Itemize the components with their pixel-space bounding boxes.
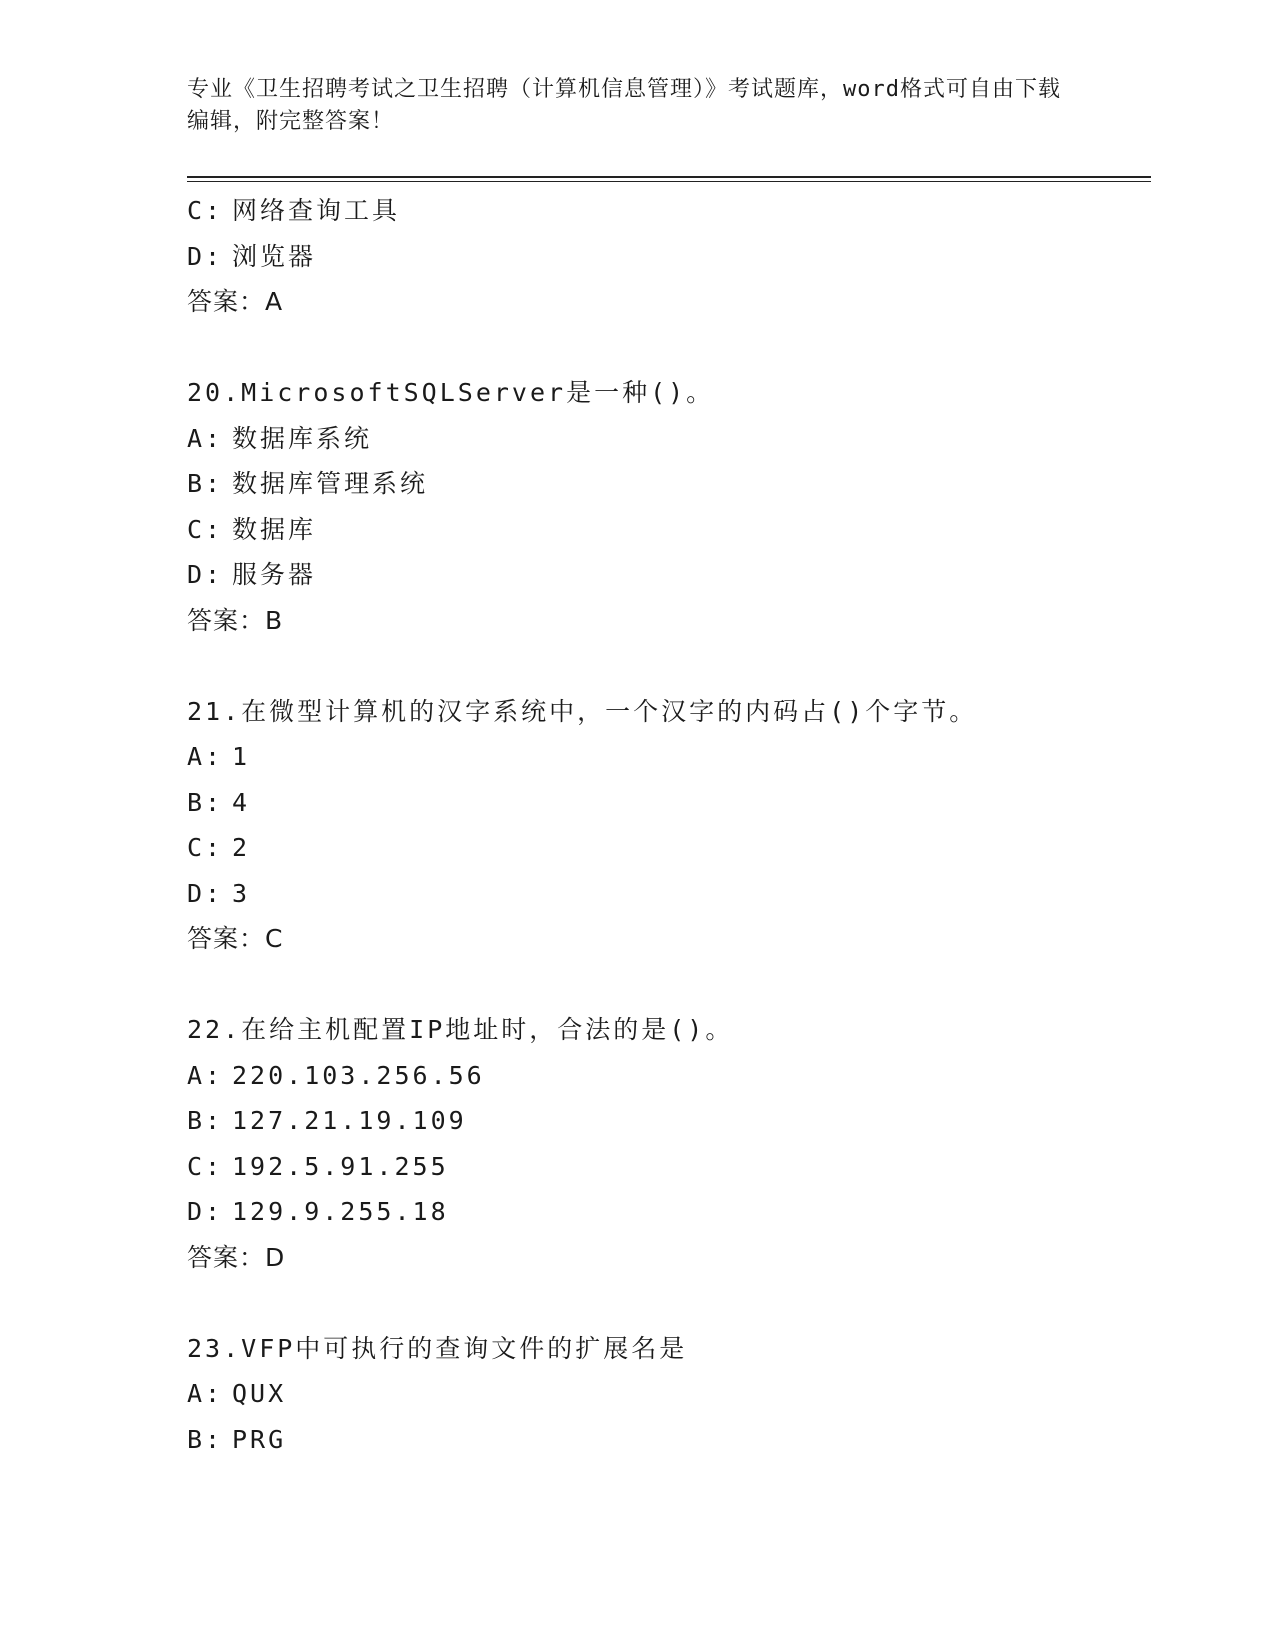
option-a xyxy=(187,416,1151,462)
question-list xyxy=(187,188,1151,1462)
option-d xyxy=(187,871,1151,917)
option-label: A: xyxy=(187,1379,224,1408)
spacer xyxy=(187,1280,1151,1326)
option-label: D: xyxy=(187,1197,224,1226)
question-stem: 22.在给主机配置IP地址时，合法的是()。 xyxy=(187,1015,734,1044)
header-divider-thick xyxy=(187,176,1151,178)
option-c xyxy=(187,188,1151,234)
option-b xyxy=(187,461,1151,507)
spacer xyxy=(187,643,1151,689)
option-text: 数据库系统 xyxy=(232,423,373,453)
option-label: C: xyxy=(187,196,224,225)
spacer xyxy=(187,962,1151,1008)
question-22 xyxy=(187,1007,1151,1280)
option-label: A: xyxy=(187,423,224,453)
option-label: C: xyxy=(187,833,224,862)
option-a xyxy=(187,1371,1151,1417)
option-b xyxy=(187,780,1151,826)
option-c xyxy=(187,825,1151,871)
option-text: 3 xyxy=(232,878,251,908)
option-label: B: xyxy=(187,787,224,817)
option-text: 服务器 xyxy=(232,560,317,589)
option-a xyxy=(187,1053,1151,1099)
option-text: 数据库 xyxy=(232,514,317,544)
option-label: B: xyxy=(187,1424,224,1454)
option-d xyxy=(187,234,1151,280)
option-b xyxy=(187,1417,1151,1463)
question-23 xyxy=(187,1326,1151,1463)
option-label: A: xyxy=(187,742,224,771)
option-text: 浏览器 xyxy=(232,241,317,271)
option-label: B: xyxy=(187,1106,224,1135)
option-label: D: xyxy=(187,878,224,908)
option-text: 127.21.19.109 xyxy=(232,1106,467,1135)
option-d xyxy=(187,1189,1151,1235)
document-header: 专业《卫生招聘考试之卫生招聘（计算机信息管理）》考试题库，word格式可自由下载编辑，附完整答案！ xyxy=(187,77,1061,134)
option-b xyxy=(187,1098,1151,1144)
option-text: 1 xyxy=(232,742,251,771)
option-text: 192.5.91.255 xyxy=(232,1151,449,1181)
option-text: 129.9.255.18 xyxy=(232,1197,449,1226)
answer-line: 答案：D xyxy=(187,1242,286,1272)
question-20 xyxy=(187,370,1151,643)
option-label: A: xyxy=(187,1060,224,1090)
question-21 xyxy=(187,689,1151,962)
option-text: 220.103.256.56 xyxy=(232,1060,485,1090)
option-text: 网络查询工具 xyxy=(232,196,401,225)
option-text: 数据库管理系统 xyxy=(232,469,429,498)
question-stem: 23.VFP中可执行的查询文件的扩展名是 xyxy=(187,1333,688,1363)
option-label: C: xyxy=(187,1151,224,1181)
question-stem: 20.MicrosoftSQLServer是一种()。 xyxy=(187,378,715,407)
option-label: B: xyxy=(187,469,224,498)
question-19-continued xyxy=(187,188,1151,325)
answer-line: 答案：A xyxy=(187,287,284,316)
answer-line: 答案：C xyxy=(187,924,284,953)
option-d xyxy=(187,552,1151,598)
spacer xyxy=(187,325,1151,371)
option-label: C: xyxy=(187,514,224,544)
header-divider-thin xyxy=(187,181,1151,182)
option-text: 4 xyxy=(232,787,251,817)
question-stem: 21.在微型计算机的汉字系统中，一个汉字的内码占()个字节。 xyxy=(187,696,978,726)
answer-line: 答案：B xyxy=(187,605,284,635)
option-label: D: xyxy=(187,560,224,589)
option-c xyxy=(187,507,1151,553)
option-text: PRG xyxy=(232,1424,287,1454)
option-text: 2 xyxy=(232,833,251,862)
option-a xyxy=(187,734,1151,780)
option-text: QUX xyxy=(232,1379,287,1408)
option-c xyxy=(187,1144,1151,1190)
option-label: D: xyxy=(187,241,224,271)
